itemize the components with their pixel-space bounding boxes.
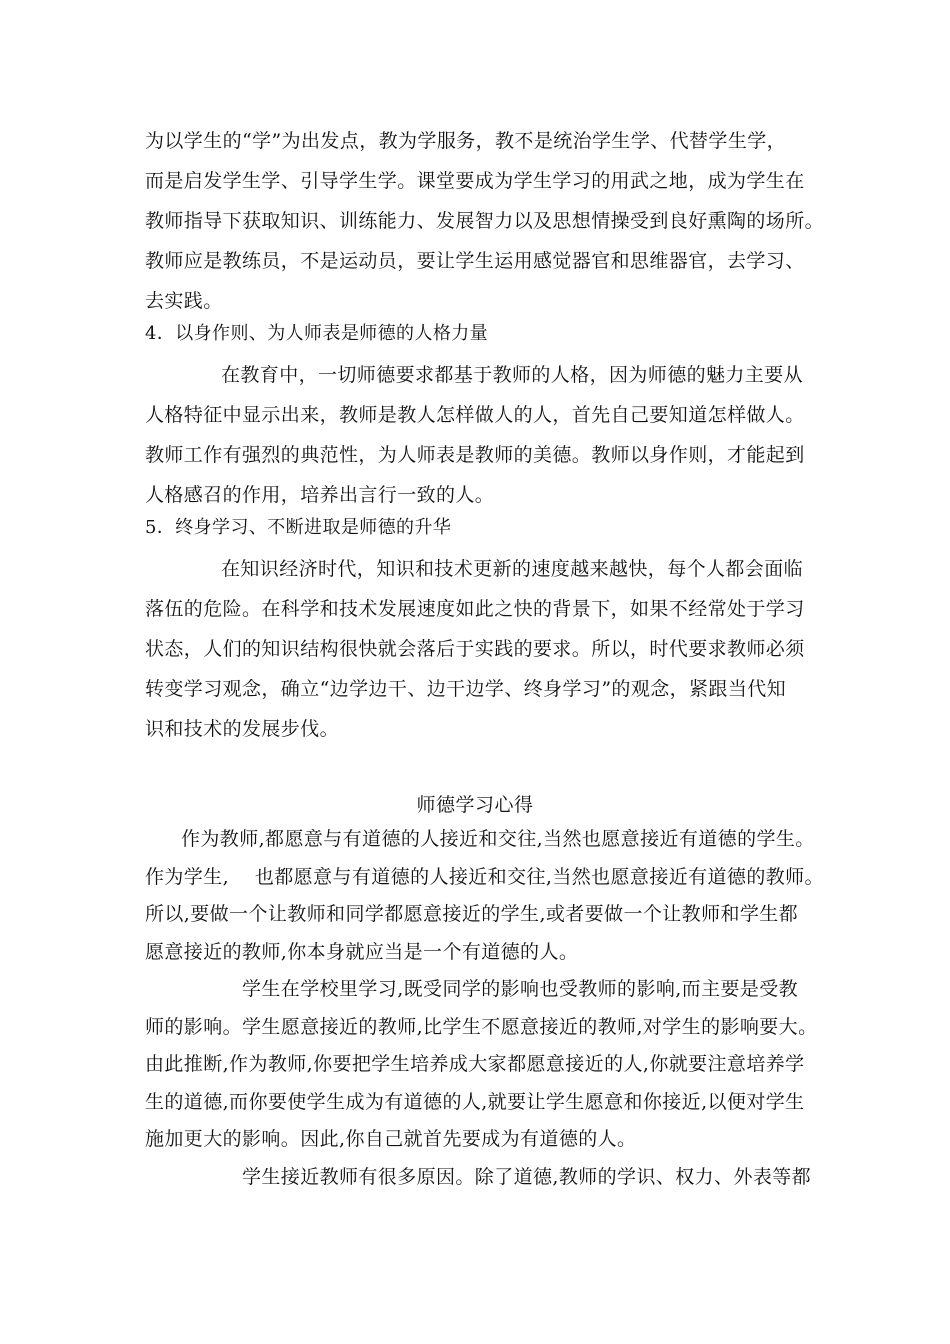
paragraph-line: 学生在学校里学习,既受同学的影响也受教师的影响,而主要是受教: [242, 978, 799, 1000]
paragraph-line: 而是启发学生学、引导学生学。课堂要成为学生学习的用武之地，成为学生在: [145, 170, 805, 192]
paragraph-line: 教师指导下获取知识、训练能力、发展智力以及思想情操受到良好熏陶的场所。: [145, 210, 825, 232]
paragraph-line: 由此推断,作为教师,你要把学生培养成大家都愿意接近的人,你就要注意培养学: [145, 1053, 805, 1075]
paragraph-line: 人格感召的作用，培养出言行一致的人。: [145, 484, 495, 506]
paragraph-line: 落伍的危险。在科学和技术发展速度如此之快的背景下，如果不经常处于学习: [145, 598, 805, 620]
paragraph-line: 师的影响。学生愿意接近的教师,比学生不愿意接近的教师,对学生的影响要大。: [145, 1015, 818, 1038]
paragraph-line: 生的道德,而你要使学生成为有道德的人,就要让学生愿意和你接近,以便对学生: [145, 1090, 805, 1113]
section-reflection: [145, 821, 825, 1196]
paragraph-line: 转变学习观念，确立“边学边干、边干边学、终身学习”的观念，紧跟当代知: [145, 678, 787, 700]
paragraph-line: 愿意接近的教师,你本身就应当是一个有道德的人。: [145, 940, 579, 963]
paragraph-line: 去实践。: [145, 290, 223, 312]
section-heading-5: 5．终身学习、不断进取是师德的升华: [145, 517, 452, 538]
paragraph-line: 教师应是教练员，不是运动员，要让学生运用感觉器官和思维器官，去学习、: [145, 250, 805, 272]
paragraph-line: 学生接近教师有很多原因。除了道德,教师的学识、权力、外表等都: [242, 1165, 812, 1188]
section-heading-4: 4．以身作则、为人师表是师德的人格力量: [145, 323, 489, 344]
paragraph-line: 为以学生的“学”为出发点，教为学服务，教不是统治学生学、代替学生学，: [145, 130, 787, 152]
paragraph-line: 作为学生, 也都愿意与有道德的人接近和交往,当然也愿意接近有道德的教师。: [145, 865, 824, 888]
paragraph-line: 在教育中，一切师德要求都基于教师的人格，因为师德的魅力主要从: [221, 364, 804, 386]
document-title: 师德学习心得: [416, 794, 534, 816]
paragraph-line: 施加更大的影响。因此,你自己就首先要成为有道德的人。: [145, 1128, 637, 1150]
paragraph-line: 所以,要做一个让教师和同学都愿意接近的学生,或者要做一个让教师和学生都: [145, 903, 799, 925]
paragraph-line: 教师工作有强烈的典范性，为人师表是教师的美德。教师以身作则，才能起到: [145, 444, 805, 466]
paragraph-line: 作为教师,都愿意与有道德的人接近和交往,当然也愿意接近有道德的学生。: [181, 828, 815, 850]
paragraph-line: 状态，人们的知识结构很快就会落后于实践的要求。所以，时代要求教师必须: [145, 638, 805, 660]
paragraph-line: 在知识经济时代，知识和技术更新的速度越来越快，每个人都会面临: [221, 558, 804, 580]
paragraph-line: 人格特征中显示出来，教师是教人怎样做人的人，首先自己要知道怎样做人。: [145, 404, 805, 426]
section-principles: [145, 121, 825, 749]
paragraph-line: 识和技术的发展步伐。: [145, 718, 340, 740]
